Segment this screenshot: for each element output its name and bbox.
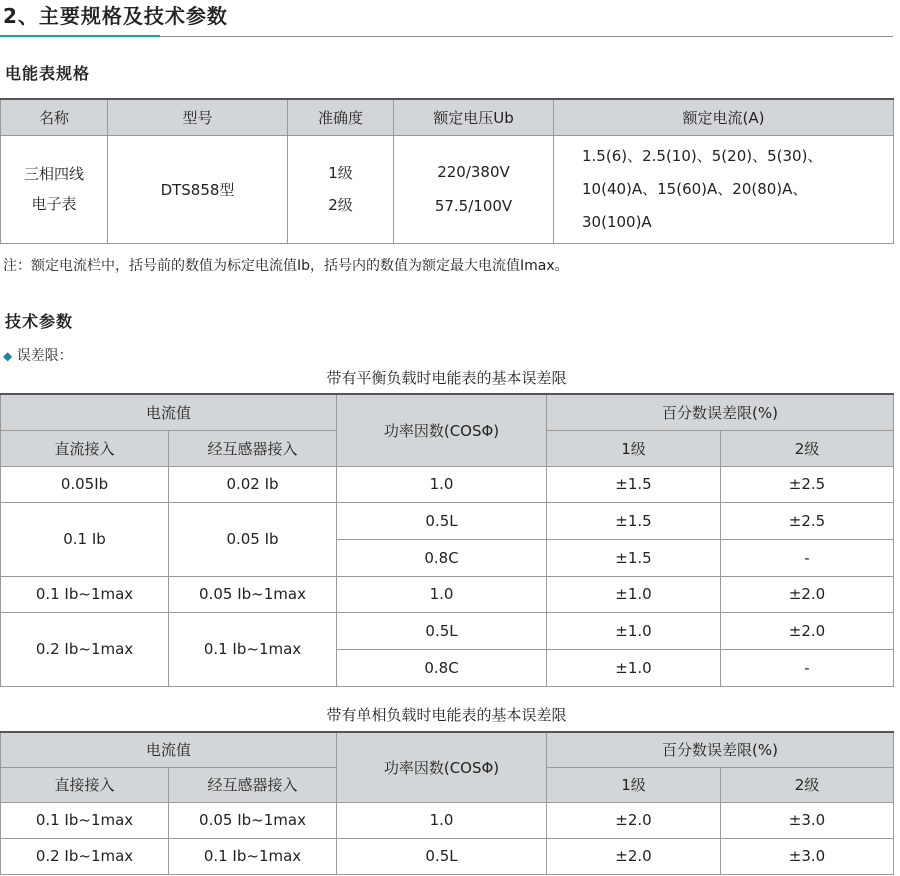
single-r2-direct: 0.2 Ib~1max: [1, 838, 169, 874]
spec-header-accuracy: 准确度: [288, 99, 394, 135]
single-header-class1: 1级: [547, 767, 721, 802]
balanced-r4-c1-b: ±1.0: [547, 649, 721, 686]
table-row: [1, 612, 894, 649]
single-r2-c1: ±2.0: [547, 838, 721, 874]
spec-header-voltage: 额定电压Ub: [394, 99, 554, 135]
balanced-r4-c1-a: ±1.0: [547, 612, 721, 649]
balanced-r2-pf-a: 0.5L: [337, 502, 547, 539]
spec-current-line2: 10(40)A、15(60)A、20(80)A、: [582, 179, 808, 198]
balanced-r1-direct: 0.05Ib: [1, 466, 169, 502]
spec-cell-name: [1, 135, 108, 243]
balanced-r4-c2-b: -: [721, 649, 894, 686]
single-r1-pf: 1.0: [337, 802, 547, 838]
spec-voltage-1: 220/380V: [437, 163, 510, 181]
balanced-header-class1: 1级: [547, 430, 721, 466]
spec-name-line1: 三相四线: [23, 165, 84, 183]
single-r2-trans: 0.1 Ib~1max: [169, 838, 337, 874]
single-r1-c1: ±2.0: [547, 802, 721, 838]
balanced-r2-direct: 0.1 Ib: [1, 502, 169, 576]
balanced-r1-pf: 1.0: [337, 466, 547, 502]
balanced-r3-pf: 1.0: [337, 576, 547, 612]
balanced-r2-c1-a: ±1.5: [547, 502, 721, 539]
title-accent-line: [0, 35, 160, 37]
spec-name-line2: 电子表: [31, 195, 77, 213]
balanced-header-pf: 功率因数(COSΦ): [337, 394, 547, 466]
balanced-r3-c2: ±2.0: [721, 576, 894, 612]
spec-voltage-2: 57.5/100V: [434, 197, 513, 215]
spec-heading: 电能表规格: [5, 64, 91, 83]
spec-current-line3: 30(100)A: [582, 212, 652, 231]
spec-accuracy-1: 1级: [328, 164, 353, 182]
balanced-r4-c2-a: ±2.0: [721, 612, 894, 649]
spec-note: 注：额定电流栏中，括号前的数值为标定电流值Ib，括号内的数值为额定最大电流值Imax。: [3, 258, 569, 274]
single-caption: 带有单相负载时电能表的基本误差限: [326, 706, 567, 724]
balanced-r3-direct: 0.1 Ib~1max: [1, 576, 169, 612]
balanced-r2-pf-b: 0.8C: [337, 539, 547, 576]
table-row: [1, 576, 894, 612]
single-r2-pf: 0.5L: [337, 838, 547, 874]
spec-cell-accuracy: [288, 135, 394, 243]
single-header-class2: 2级: [721, 767, 894, 802]
balanced-r3-c1: ±1.0: [547, 576, 721, 612]
balanced-r2-c2-a: ±2.5: [721, 502, 894, 539]
single-r1-c2: ±3.0: [721, 802, 894, 838]
table-row: [1, 466, 894, 502]
balanced-r2-c2-b: -: [721, 539, 894, 576]
table-row: [1, 838, 894, 874]
balanced-r4-direct: 0.2 Ib~1max: [1, 612, 169, 686]
spec-cell-current: [554, 135, 894, 243]
balanced-header-transformer: 经互感器接入: [169, 430, 337, 466]
balanced-r4-pf-b: 0.8C: [337, 649, 547, 686]
spec-header-current: 额定电流(A): [554, 99, 894, 135]
table-row: [1, 502, 894, 539]
single-header-current: 电流值: [1, 732, 337, 767]
balanced-header-current: 电流值: [1, 394, 337, 430]
balanced-r4-pf-a: 0.5L: [337, 612, 547, 649]
balanced-r1-c2: ±2.5: [721, 466, 894, 502]
balanced-r4-trans: 0.1 Ib~1max: [169, 612, 337, 686]
spec-cell-model: DTS858型: [108, 135, 288, 243]
tech-heading: 技术参数: [5, 312, 74, 331]
balanced-r3-trans: 0.05 Ib~1max: [169, 576, 337, 612]
balanced-header-class2: 2级: [721, 430, 894, 466]
single-r1-trans: 0.05 Ib~1max: [169, 802, 337, 838]
balanced-r2-c1-b: ±1.5: [547, 539, 721, 576]
balanced-load-table: [0, 393, 894, 687]
section-title: 2、主要规格及技术参数: [3, 4, 228, 28]
balanced-header-direct: 直流接入: [1, 430, 169, 466]
spec-table: [0, 98, 894, 244]
spec-current-line1: 1.5(6)、2.5(10)、5(20)、5(30)、: [582, 146, 823, 165]
spec-cell-voltage: [394, 135, 554, 243]
balanced-r1-c1: ±1.5: [547, 466, 721, 502]
single-phase-table: [0, 731, 894, 875]
diamond-bullet-icon: ◆: [3, 349, 13, 363]
spec-header-name: 名称: [1, 99, 108, 135]
balanced-caption: 带有平衡负载时电能表的基本误差限: [326, 369, 567, 387]
spec-header-model: 型号: [108, 99, 288, 135]
single-header-transformer: 经互感器接入: [169, 767, 337, 802]
table-row: [1, 802, 894, 838]
error-limit-label: 误差限：: [16, 348, 73, 364]
single-r1-direct: 0.1 Ib~1max: [1, 802, 169, 838]
spec-accuracy-2: 2级: [328, 196, 353, 214]
balanced-r2-trans: 0.05 Ib: [169, 502, 337, 576]
single-header-direct: 直接接入: [1, 767, 169, 802]
balanced-header-error: 百分数误差限(%): [547, 394, 894, 430]
single-header-pf: 功率因数(COSΦ): [337, 732, 547, 802]
error-limit-bullet: [3, 345, 73, 365]
balanced-r1-trans: 0.02 Ib: [169, 466, 337, 502]
single-r2-c2: ±3.0: [721, 838, 894, 874]
single-header-error: 百分数误差限(%): [547, 732, 894, 767]
